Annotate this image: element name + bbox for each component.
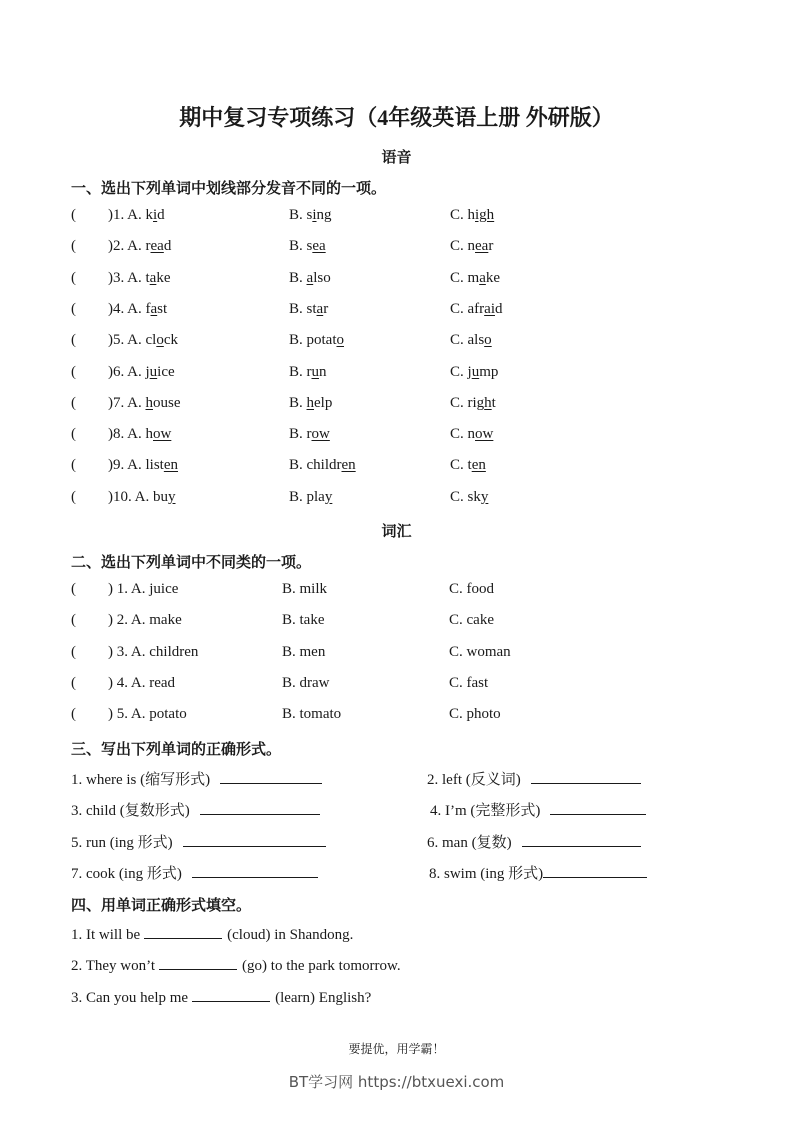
fill-blank-item — [71, 924, 731, 946]
option-a: ) 1. A. juice — [108, 581, 179, 597]
category-item — [71, 706, 731, 728]
answer-paren[interactable]: ( — [71, 332, 76, 349]
item-number: )9. A. listen — [108, 457, 179, 474]
item-number: )4. A. fast — [108, 300, 168, 317]
answer-paren[interactable]: ( — [71, 300, 76, 317]
word-form-left — [71, 862, 318, 883]
underlined-letters: ea — [150, 238, 164, 255]
underlined-letters: u — [149, 363, 158, 380]
option-a: ) 4. A. read — [108, 674, 176, 691]
underlined-letters: ow — [311, 426, 330, 443]
word-form-row — [71, 799, 731, 821]
answer-paren[interactable]: ( — [71, 394, 76, 411]
option-c: C. afraid — [450, 300, 503, 317]
answer-blank[interactable] — [531, 769, 641, 784]
prompt-text: 7. cook (ing 形式) — [71, 865, 182, 882]
answer-blank[interactable] — [159, 955, 237, 970]
category-item — [71, 612, 731, 634]
underlined-letters: a — [306, 269, 314, 286]
answer-blank[interactable] — [192, 987, 270, 1002]
answer-paren[interactable]: ( — [71, 426, 76, 443]
prompt-text: 4. I’m (完整形式) — [430, 803, 541, 820]
option-b: B. children — [289, 457, 356, 474]
section4-heading: 四、用单词正确形式填空。 — [71, 898, 252, 914]
sentence-start: 3. Can you help me — [71, 989, 189, 1006]
answer-paren[interactable]: ( — [71, 488, 76, 505]
sentence-end: (learn) English? — [275, 989, 372, 1006]
option-b: B. row — [289, 426, 330, 443]
section1-heading: 一、选出下列单词中划线部分发音不同的一项。 — [71, 181, 387, 197]
option-a: juice — [145, 363, 175, 380]
underlined-letters: u — [311, 363, 319, 380]
underlined-letters: y — [480, 488, 489, 505]
option-c: C. also — [450, 332, 492, 349]
phonics-item — [71, 301, 731, 323]
answer-paren[interactable]: ( — [71, 238, 76, 255]
underlined-letters: o — [484, 332, 492, 349]
word-form-right — [427, 831, 641, 852]
word-form-left — [71, 831, 326, 852]
option-b: B. draw — [282, 674, 330, 691]
prompt-text: 2. left (反义词) — [427, 772, 521, 788]
underlined-letters: ow — [153, 426, 172, 443]
underlined-letters: en — [163, 457, 179, 474]
answer-paren[interactable]: ( — [71, 207, 76, 223]
option-b: B. sea — [289, 238, 326, 255]
underlined-letters: y — [168, 488, 176, 505]
prompt-text: 8. swim (ing 形式) — [429, 865, 544, 882]
watermark: BT学习网 https://btxuexi.com — [288, 1073, 505, 1091]
word-form-right — [427, 768, 641, 789]
option-b: B. milk — [282, 581, 328, 597]
underlined-letters: ow — [475, 426, 494, 443]
phonics-item — [71, 238, 731, 260]
word-form-row — [71, 862, 731, 884]
phonics-item — [71, 364, 731, 386]
option-c: C. photo — [449, 706, 501, 723]
option-c: C. food — [449, 581, 494, 597]
section3-heading: 三、写出下列单词的正确形式。 — [71, 742, 282, 758]
prompt-text: 6. man (复数) — [427, 834, 512, 851]
category-item — [71, 644, 731, 666]
underlined-letters: igh — [475, 207, 495, 223]
underlined-letters: ea — [312, 238, 326, 255]
sentence-start: 1. It will be — [71, 927, 141, 943]
option-a: read — [145, 238, 172, 255]
option-c: C. sky — [450, 488, 489, 505]
option-b: B. tomato — [282, 706, 342, 723]
option-b: B. play — [289, 488, 333, 505]
item-number: )10. A. buy — [108, 488, 176, 505]
option-c: C. make — [450, 269, 501, 286]
section2-heading: 二、选出下列单词中不同类的一项。 — [71, 555, 312, 571]
phonics-item — [71, 270, 731, 292]
subhead-vocab: 词汇 — [381, 524, 412, 540]
answer-blank[interactable] — [192, 863, 318, 878]
item-number: )6. A. juice — [108, 363, 175, 380]
underlined-letters: a — [316, 300, 324, 317]
underlined-letters: a — [479, 269, 486, 286]
option-b: B. men — [282, 643, 326, 660]
answer-paren[interactable]: ( — [71, 581, 76, 597]
item-number: )7. A. house — [108, 394, 181, 411]
word-form-left — [71, 768, 322, 789]
fill-blank-item — [71, 987, 731, 1009]
answer-paren[interactable]: ( — [71, 643, 76, 660]
phonics-item — [71, 457, 731, 479]
item-number: )1. A. kid — [108, 207, 165, 223]
option-c: C. woman — [449, 643, 511, 660]
option-a: how — [145, 426, 172, 443]
underlined-letters: h — [145, 394, 153, 411]
option-a: ) 5. A. potato — [108, 706, 187, 723]
option-a: listen — [145, 457, 179, 474]
answer-paren[interactable]: ( — [71, 674, 76, 691]
sentence — [71, 987, 371, 1007]
word-form-right — [430, 799, 646, 820]
option-c: C. ten — [450, 457, 486, 474]
item-number: )2. A. read — [108, 238, 172, 255]
item-number: )8. A. how — [108, 426, 172, 443]
option-c: C. cake — [449, 612, 494, 629]
option-b: B. sing — [289, 207, 332, 223]
sentence — [71, 924, 353, 944]
underlined-letters: h — [306, 394, 315, 411]
option-b: B. potato — [289, 332, 344, 349]
option-a: kid — [145, 207, 165, 223]
option-a: take — [145, 269, 171, 286]
phonics-item — [71, 489, 731, 511]
option-b: B. also — [289, 269, 331, 286]
category-item — [71, 581, 731, 603]
underlined-letters: o — [336, 332, 344, 349]
prompt-text: 5. run (ing 形式) — [71, 834, 173, 851]
word-form-left — [71, 799, 320, 820]
underlined-letters: i — [153, 207, 158, 223]
option-a: house — [145, 394, 181, 411]
option-a: clock — [145, 332, 178, 349]
option-c: C. now — [450, 426, 494, 443]
phonics-item — [71, 395, 731, 417]
page-title: 期中复习专项练习（4年级英语上册 外研版） — [179, 105, 614, 130]
underlined-letters: y — [324, 488, 333, 505]
answer-blank[interactable] — [543, 863, 647, 878]
option-c: C. jump — [450, 363, 499, 380]
category-item — [71, 675, 731, 697]
answer-blank[interactable] — [183, 832, 326, 847]
prompt-text: 1. where is (缩写形式) — [71, 772, 211, 788]
underlined-letters: i — [312, 207, 317, 223]
underlined-letters: ai — [484, 300, 495, 317]
fill-blank-item — [71, 955, 731, 977]
option-c: C. near — [450, 238, 494, 255]
option-a: fast — [145, 300, 168, 317]
word-form-row — [71, 768, 731, 790]
prompt-text: 3. child (复数形式) — [71, 803, 190, 820]
sentence-end: (go) to the park tomorrow. — [242, 958, 401, 975]
answer-paren[interactable]: ( — [71, 612, 76, 629]
option-b: B. star — [289, 300, 329, 317]
answer-blank[interactable] — [220, 769, 322, 784]
option-b: B. help — [289, 394, 333, 411]
answer-blank[interactable] — [522, 832, 641, 847]
sentence-end: (cloud) in Shandong. — [227, 927, 354, 943]
option-c: C. fast — [449, 674, 489, 691]
answer-paren[interactable]: ( — [71, 269, 76, 286]
underlined-letters: a — [149, 269, 157, 286]
item-number: )5. A. clock — [108, 332, 178, 349]
underlined-letters: a — [150, 300, 158, 317]
underlined-letters: h — [484, 394, 492, 411]
underlined-letters: o — [156, 332, 164, 349]
answer-blank[interactable] — [144, 924, 222, 939]
answer-paren[interactable]: ( — [71, 363, 76, 380]
footer-slogan: 要提优，用学霸！ — [348, 1042, 445, 1056]
item-number: )3. A. take — [108, 269, 171, 286]
underlined-letters: u — [471, 363, 480, 380]
word-form-right — [429, 862, 647, 883]
subhead-phonics: 语音 — [381, 150, 412, 166]
phonics-item — [71, 207, 731, 229]
option-a: ) 2. A. make — [108, 612, 182, 629]
answer-paren[interactable]: ( — [71, 706, 76, 723]
phonics-item — [71, 332, 731, 354]
underlined-letters: ea — [475, 238, 489, 255]
answer-blank[interactable] — [200, 800, 320, 815]
sentence-start: 2. They won’t — [71, 958, 156, 975]
sentence — [71, 955, 401, 975]
option-b: B. run — [289, 363, 327, 380]
option-b: B. take — [282, 612, 325, 629]
option-c: C. right — [450, 394, 496, 411]
underlined-letters: en — [341, 457, 356, 474]
phonics-item — [71, 426, 731, 448]
option-c: C. high — [450, 207, 495, 223]
answer-paren[interactable]: ( — [71, 457, 76, 474]
word-form-row — [71, 831, 731, 853]
answer-blank[interactable] — [550, 800, 646, 815]
option-a: buy — [153, 488, 176, 505]
underlined-letters: en — [471, 457, 486, 474]
option-a: ) 3. A. children — [108, 643, 199, 660]
